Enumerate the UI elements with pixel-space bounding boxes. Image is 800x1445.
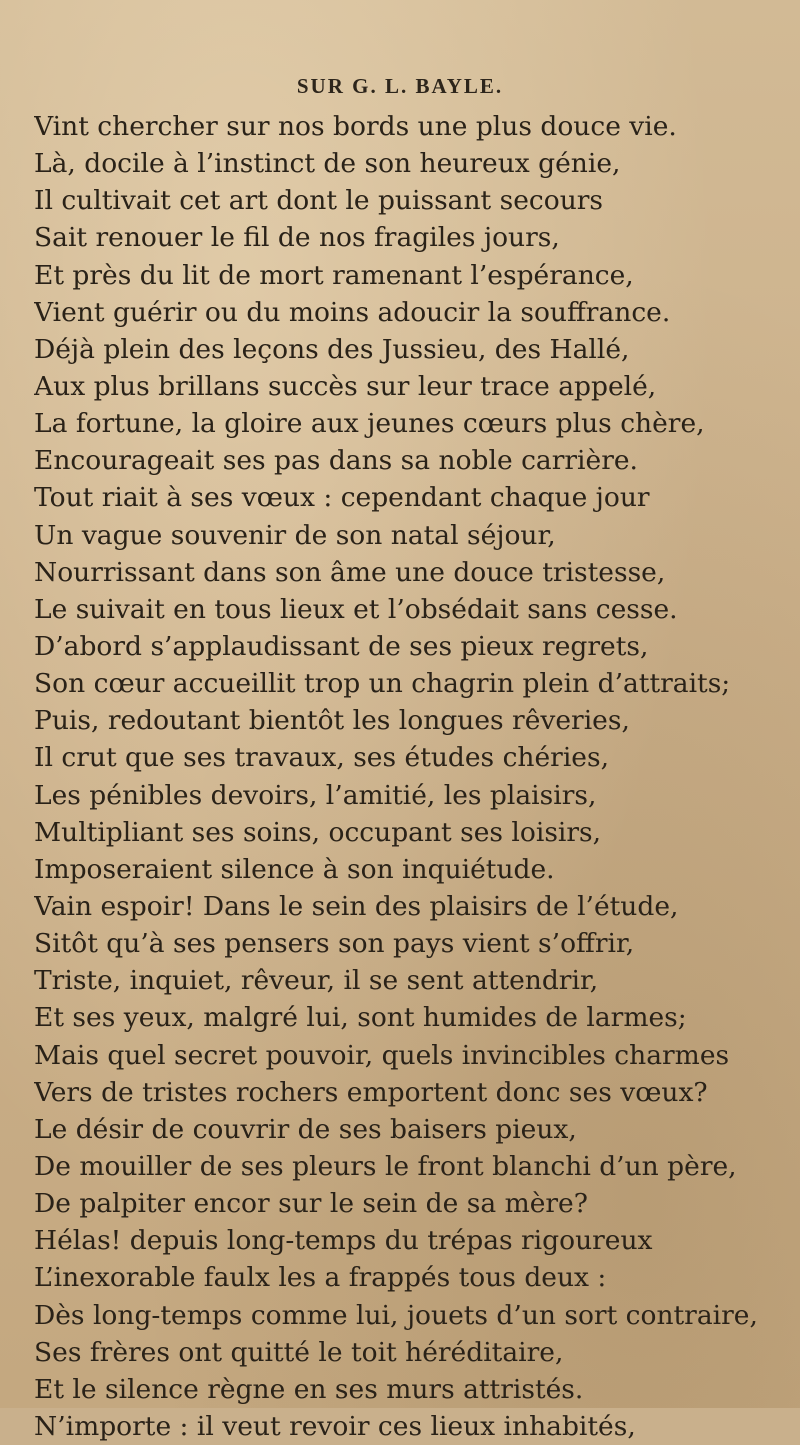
- verse-line: Mais quel secret pouvoir, quels invincibles charmes: [34, 1039, 730, 1071]
- verse-line: L’inexorable faulx les a frappés tous deux :: [34, 1262, 607, 1294]
- verse-line: Nourrissant dans son âme une douce tristesse,: [34, 556, 666, 588]
- verse-line: Vint chercher sur nos bords une plus douce vie.: [34, 111, 677, 142]
- verse-line: La fortune, la gloire aux jeunes cœurs plus chère,: [34, 408, 705, 440]
- verse-line: Tout riait à ses vœux : cependant chaque jour: [34, 482, 650, 514]
- verse-line: Son cœur accueillit trop un chagrin plein d’attraits;: [34, 668, 731, 700]
- verse-line: Triste, inquiet, rêveur, il se sent attendrir,: [34, 965, 599, 997]
- verse-line: Vain espoir! Dans le sein des plaisirs de l’étude,: [34, 890, 679, 922]
- verse-line: Encourageait ses pas dans sa noble carrière.: [34, 445, 638, 477]
- verse-line: Dès long-temps comme lui, jouets d’un sort contraire,: [34, 1299, 758, 1331]
- verse-line: Ses frères ont quitté le toit héréditaire,: [34, 1336, 564, 1368]
- verse-line: Le désir de couvrir de ses baisers pieux,: [34, 1113, 577, 1145]
- verse-line: Imposeraient silence à son inquiétude.: [34, 853, 555, 885]
- verse-line: Le suivait en tous lieux et l’obsédait sans cesse.: [34, 593, 678, 625]
- verse-line: Hélas! depuis long-temps du trépas rigoureux: [34, 1225, 653, 1257]
- running-head: SUR G. L. BAYLE.: [296, 74, 504, 98]
- verse-line: Sitôt qu’à ses pensers son pays vient s’offrir,: [34, 928, 635, 960]
- verse-line: D’abord s’applaudissant de ses pieux regrets,: [34, 630, 649, 662]
- verse-line: De palpiter encor sur le sein de sa mère?: [34, 1188, 588, 1220]
- poem-verses: [34, 108, 774, 1445]
- verse-line: Et ses yeux, malgré lui, sont humides de larmes;: [34, 1002, 687, 1034]
- verse-line: Vers de tristes rochers emportent donc ses vœux?: [34, 1076, 708, 1108]
- verse-line: Un vague souvenir de son natal séjour,: [34, 519, 556, 551]
- verse-line: Sait renouer le fil de nos fragiles jours,: [34, 222, 560, 254]
- verse-line: Là, docile à l’instinct de son heureux génie,: [34, 148, 621, 180]
- verse-line: N’importe : il veut revoir ces lieux inhabités,: [34, 1410, 636, 1442]
- verse-line: Et près du lit de mort ramenant l’espérance,: [34, 259, 634, 291]
- verse-line: Il cultivait cet art dont le puissant secours: [34, 185, 604, 217]
- verse-line: Et le silence règne en ses murs attristés.: [34, 1373, 584, 1405]
- verse-line: Aux plus brillans succès sur leur trace appelé,: [34, 370, 657, 402]
- verse-line: Vient guérir ou du moins adoucir la souffrance.: [34, 296, 671, 328]
- verse-line: Multipliant ses soins, occupant ses loisirs,: [34, 816, 602, 848]
- verse-line: Puis, redoutant bientôt les longues rêveries,: [34, 705, 630, 737]
- verse-line: Il crut que ses travaux, ses études chéries,: [34, 742, 610, 774]
- verse-line: Déjà plein des leçons des Jussieu, des Hallé,: [34, 333, 630, 365]
- verse-line: De mouiller de ses pleurs le front blanchi d’un père,: [34, 1150, 737, 1182]
- verse-line: Les pénibles devoirs, l’amitié, les plaisirs,: [34, 779, 597, 811]
